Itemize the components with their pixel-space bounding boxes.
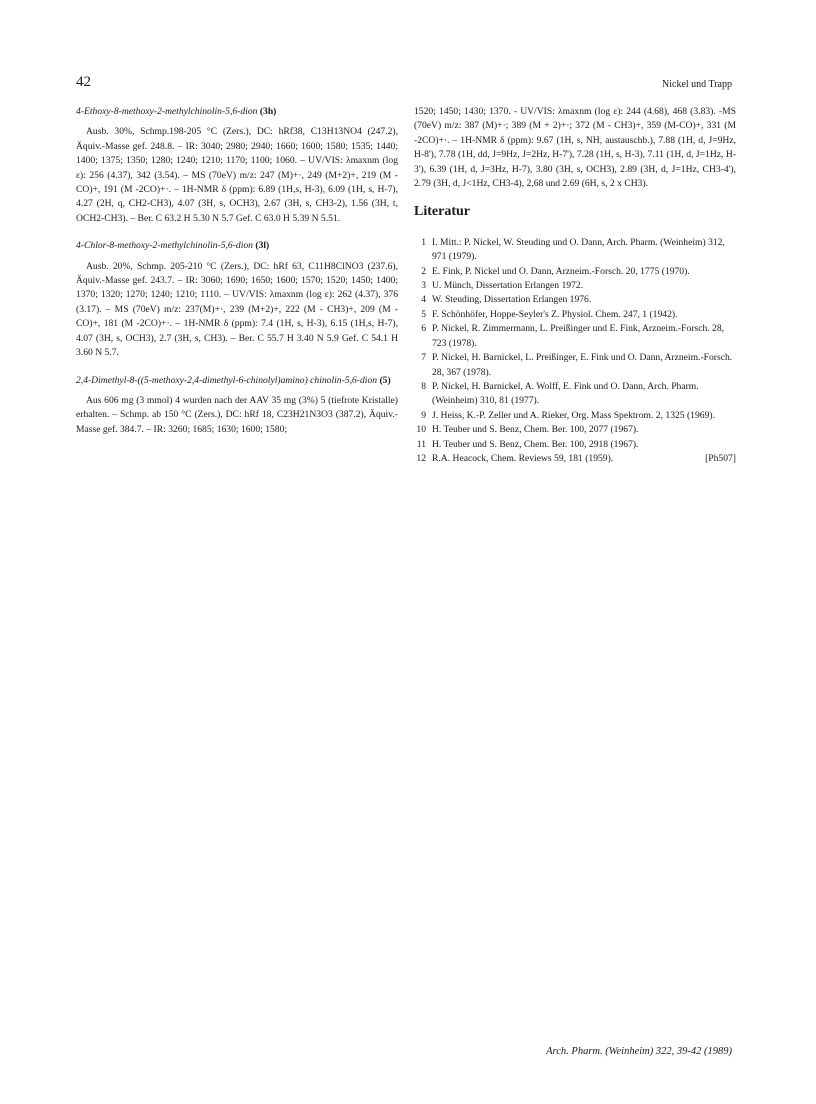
literature-heading: Literatur [414,204,470,220]
reference-item [414,452,736,466]
reference-number: 10 [416,424,426,436]
compound-section-5 [76,374,398,438]
compound-section-3h [76,105,398,226]
page-number: 42 [76,74,91,90]
reference-number: 3 [421,280,426,292]
reference-text: R.A. Heacock, Chem. Reviews 59, 181 (1959). [432,452,614,464]
reference-text: U. Münch, Dissertation Erlangen 1972. [432,280,584,292]
compound-name: 4-Ethoxy-8-methoxy-2-methylchinolin-5,6-dion [76,106,258,117]
compound-description: Ausb. 20%, Schmp. 205-210 °C (Zers.), DC: hRf 63, C11H8ClNO3 (237.6), Äquiv.-Masse gef. 243.7. – IR: 3060; 1690; 1650; 1600; 1570; 1520; 1450; 1400; 1370; 1320; 1270; 1240; 1210; 1110. – UV/VIS: λmaxnm (log ε): 262 (4.37), 376 (3.17). – MS (70eV) m/z: 237(M)+·, 239 (M+2)+, 222 (M - CH3)+, 209 (M - CO)+, 181 (M -2CO)+·. – 1H-NMR δ (ppm): 7.4 (1H, s, H-3), 6.15 (1H,s, H-7), 4.07 (3H, s, OCH3), 2.7 (3H, s, CH3). – Ber. C 55.7 H 3.40 N 5.9 Gef. C 54.1 H 3.60 N 5.7. [76,260,398,359]
compound-label: (3h) [259,106,277,117]
reference-text: J. Heiss, K.-P. Zeller und A. Rieker, Org. Mass Spektrom. 2, 1325 (1969). [432,409,715,421]
reference-text: P. Nickel, H. Barnickel, A. Wolff, E. Fink und O. Dann, Arch. Pharm. (Weinheim) 310, 81 (1977). [432,380,699,407]
compound-description-continued: 1520; 1450; 1430; 1370. - UV/VIS: λmaxnm (log ε): 244 (4.68), 468 (3.83). -MS (70eV) m/z: 387 (M)+·; 389 (M + 2)+·; 372 (M - CH3)+, 359 (M-CO)+, 331 (M -2CO)+·. – 1H-NMR δ (ppm): 9.67 (1H, s, NH, austauschb.), 7.88 (1H, d, J=9Hz, H-8'), 7.78 (1H, dd, J=9Hz, J=2Hz, H-7'), 7.28 (1H, s, H-3), 7.11 (1H, d, J=1Hz, H-3'), 6.39 (1H, d, J=3Hz, H-7), 3.80 (3H, s, OCH3), 2.89 (3H, d, J=1Hz, CH3-4'), 2.79 (3H, d, J<1Hz, CH3-4), 2,68 und 2.69 (6H, s, 2 x CH3). [414,106,736,190]
reference-item [414,409,736,423]
reference-text: W. Steuding, Dissertation Erlangen 1976. [432,294,592,306]
reference-item [414,380,736,409]
journal-citation: Arch. Pharm. (Weinheim) 322, 39-42 (1989) [546,1046,732,1057]
reference-number: 11 [416,438,426,450]
reference-item [414,438,736,452]
right-column [414,105,736,466]
left-column [76,105,398,450]
compound-section-3l [76,239,398,360]
reference-number: 2 [421,265,426,277]
compound-title [76,374,398,388]
reference-text: H. Teuber und S. Benz, Chem. Ber. 100, 2918 (1967). [432,438,639,450]
reference-number: 6 [421,323,426,335]
article-code: [Ph507] [705,452,736,464]
reference-item [414,279,736,293]
reference-number: 5 [421,308,426,320]
compound-description: Aus 606 mg (3 mmol) 4 wurden nach der AAV 35 mg (3%) 5 (tiefrote Kristalle) erhalten. – Schmp. ab 150 °C (Zers.), DC: hRf 18, C23H21N3O3 (387.2), Äquiv.-Masse gef. 384.7. – IR: 3260; 1685; 1630; 1600; 1580; [76,394,398,435]
reference-text: F. Schönhöfer, Hoppe-Seyler's Z. Physiol. Chem. 247, 1 (1942). [432,308,678,320]
reference-item [414,308,736,322]
reference-item [414,351,736,380]
reference-number: 1 [421,236,426,248]
reference-number: 4 [421,294,426,306]
running-head: Nickel und Trapp [662,79,732,90]
compound-title [76,105,398,119]
reference-number: 9 [421,409,426,421]
reference-text: P. Nickel, R. Zimmermann, L. Preißinger und E. Fink, Arzneim.-Forsch. 28, 723 (1978). [432,323,725,349]
reference-number: 7 [421,352,426,364]
reference-item [414,236,736,265]
reference-item [414,423,736,437]
reference-item [414,293,736,307]
compound-title [76,239,398,253]
compound-label: (5) [379,374,391,386]
reference-text: H. Teuber und S. Benz, Chem. Ber. 100, 2077 (1967). [432,424,639,436]
reference-item [414,322,736,351]
reference-number: 12 [416,452,426,464]
reference-list [414,236,736,467]
reference-text: E. Fink, P. Nickel und O. Dann, Arzneim.-Forsch. 20, 1775 (1970). [432,265,690,277]
reference-text: I. Mitt.: P. Nickel, W. Steuding und O. Dann, Arch. Pharm. (Weinheim) 312, 971 (1979). [432,236,725,263]
compound-name: 2,4-Dimethyl-8-((5-methoxy-2,4-dimethyl-6-chinolyl)amino) chinolin-5,6-dion [76,374,378,386]
reference-item [414,265,736,279]
compound-description: Ausb. 30%, Schmp.198-205 °C (Zers.), DC: hRf38, C13H13NO4 (247.2), Äquiv.-Masse gef. 248.8. – IR: 3040; 2980; 2940; 1660; 1600; 1580; 1535; 1440; 1400; 1375; 1350; 1280; 1240; 1210; 1170; 1100; 1060. – UV/VIS: λmaxnm (log ε): 256 (4.37), 342 (3.54). – MS (70eV) m/z: 247 (M)+·, 249 (M+2)+, 219 (M - CO)+, 191 (M -2CO)+·. – 1H-NMR δ (ppm): 6.89 (1H,s, H-3), 6.09 (1H, s, H-7), 4.27 (2H, q, CH2-CH3), 4.07 (3H, s, OCH3), 2.67 (3H, s, CH3-2), 1.56 (3H, t, OCH2-CH3). – Ber. C 63.2 H 5.30 N 5.7 Gef. C 63.0 H 5.39 N 5.51. [76,126,398,224]
compound-label: (3l) [255,240,270,252]
compound-name: 4-Chlor-8-methoxy-2-methylchinolin-5,6-dion [76,240,253,252]
reference-number: 8 [421,380,426,392]
reference-text: P. Nickel, H. Barnickel, L. Preißinger, E. Fink und O. Dann, Arzneim.-Forsch. 28, 367 (1978). [432,352,733,378]
